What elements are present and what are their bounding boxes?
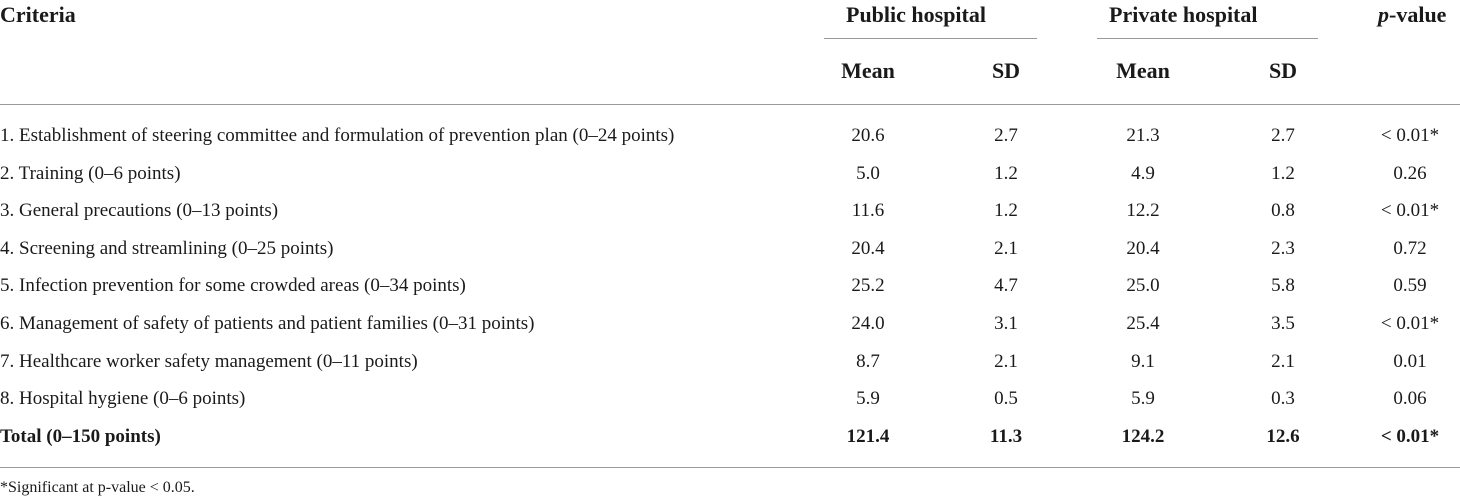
- private-mean-header: Mean: [1116, 58, 1170, 83]
- table-bottom-rule: [0, 467, 1460, 468]
- footnote: *Significant at p-value < 0.05.: [0, 479, 195, 496]
- header-bottom-rule: [0, 104, 1460, 105]
- row-criteria: 5. Infection prevention for some crowded areas (0–34 points): [0, 275, 466, 297]
- row-criteria: 6. Management of safety of patients and patient families (0–31 points): [0, 312, 535, 334]
- row-private-sd: 2.3: [1271, 237, 1295, 259]
- total-private-mean: 124.2: [1121, 425, 1165, 447]
- total-public-sd: 11.3: [989, 425, 1023, 447]
- row-criteria: 1. Establishment of steering committee and formulation of prevention plan (0–24 points): [0, 125, 675, 146]
- total-p-value: < 0.01*: [1380, 425, 1440, 447]
- row-private-mean: 9.1: [1131, 350, 1155, 372]
- public-hospital-header: Public hospital: [846, 2, 986, 27]
- row-private-sd: 2.7: [1271, 125, 1295, 146]
- p-value-header: [1378, 4, 1446, 26]
- row-public-sd: 3.1: [994, 312, 1018, 334]
- row-private-mean: 4.9: [1131, 162, 1155, 184]
- row-public-sd: 2.1: [994, 350, 1018, 372]
- row-private-sd: 3.5: [1271, 312, 1295, 334]
- row-public-sd: 1.2: [994, 162, 1018, 184]
- row-public-sd: 2.1: [994, 237, 1018, 259]
- table-row-total: [0, 418, 1460, 456]
- row-public-mean: 5.0: [856, 162, 880, 184]
- row-p-value: < 0.01*: [1380, 125, 1440, 146]
- row-p-value: 0.26: [1393, 162, 1427, 184]
- row-public-sd: 1.2: [994, 200, 1018, 222]
- row-private-mean: 25.0: [1126, 275, 1160, 297]
- row-private-sd: 1.2: [1271, 162, 1295, 184]
- row-public-sd: 2.7: [994, 125, 1018, 146]
- private-group-rule: [1097, 38, 1318, 39]
- row-p-value: 0.72: [1393, 237, 1427, 259]
- row-public-sd: 4.7: [994, 275, 1018, 297]
- row-p-value: < 0.01*: [1380, 200, 1440, 222]
- table-row: [0, 380, 1460, 418]
- p-value-header-italic: p: [1378, 2, 1389, 27]
- table-row: [0, 117, 1460, 155]
- row-private-mean: 25.4: [1126, 312, 1160, 334]
- row-private-mean: 20.4: [1126, 237, 1160, 259]
- row-p-value: < 0.01*: [1380, 312, 1440, 334]
- row-criteria: 2. Training (0–6 points): [0, 162, 181, 184]
- row-private-sd: 5.8: [1271, 275, 1295, 297]
- table-row: [0, 267, 1460, 305]
- row-public-mean: 8.7: [856, 350, 880, 372]
- row-public-mean: 20.4: [851, 237, 885, 259]
- table-body: [0, 117, 1460, 455]
- public-mean-header: Mean: [841, 58, 895, 83]
- row-private-sd: 2.1: [1271, 350, 1295, 372]
- row-public-sd: 0.5: [994, 388, 1018, 410]
- total-criteria: Total (0–150 points): [0, 425, 161, 447]
- row-private-mean: 5.9: [1131, 388, 1155, 410]
- row-public-mean: 20.6: [851, 125, 885, 146]
- row-p-value: 0.59: [1393, 275, 1427, 297]
- row-public-mean: 24.0: [851, 312, 885, 334]
- row-private-sd: 0.8: [1271, 200, 1295, 222]
- row-criteria: 7. Healthcare worker safety management (0–11 points): [0, 350, 418, 372]
- table-row: [0, 230, 1460, 268]
- row-public-mean: 5.9: [856, 388, 880, 410]
- public-sd-header: SD: [991, 58, 1021, 83]
- table-row: [0, 305, 1460, 343]
- row-p-value: 0.01: [1393, 350, 1427, 372]
- total-public-mean: 121.4: [846, 425, 890, 447]
- p-value-header-suffix: -value: [1389, 2, 1447, 27]
- private-hospital-header: Private hospital: [1109, 2, 1258, 27]
- row-public-mean: 11.6: [851, 200, 885, 222]
- table-row: [0, 343, 1460, 381]
- table-row: [0, 155, 1460, 193]
- row-public-mean: 25.2: [851, 275, 885, 297]
- row-criteria: 8. Hospital hygiene (0–6 points): [0, 388, 246, 410]
- row-private-sd: 0.3: [1271, 388, 1295, 410]
- total-private-sd: 12.6: [1266, 425, 1300, 447]
- row-p-value: 0.06: [1393, 388, 1427, 410]
- table-row: [0, 192, 1460, 230]
- row-criteria: 3. General precautions (0–13 points): [0, 200, 279, 222]
- row-criteria: 4. Screening and streamlining (0–25 points): [0, 237, 334, 259]
- row-private-mean: 12.2: [1126, 200, 1160, 222]
- private-sd-header: SD: [1268, 58, 1298, 83]
- row-private-mean: 21.3: [1126, 125, 1160, 146]
- public-group-rule: [824, 38, 1037, 39]
- criteria-header: Criteria: [0, 2, 76, 27]
